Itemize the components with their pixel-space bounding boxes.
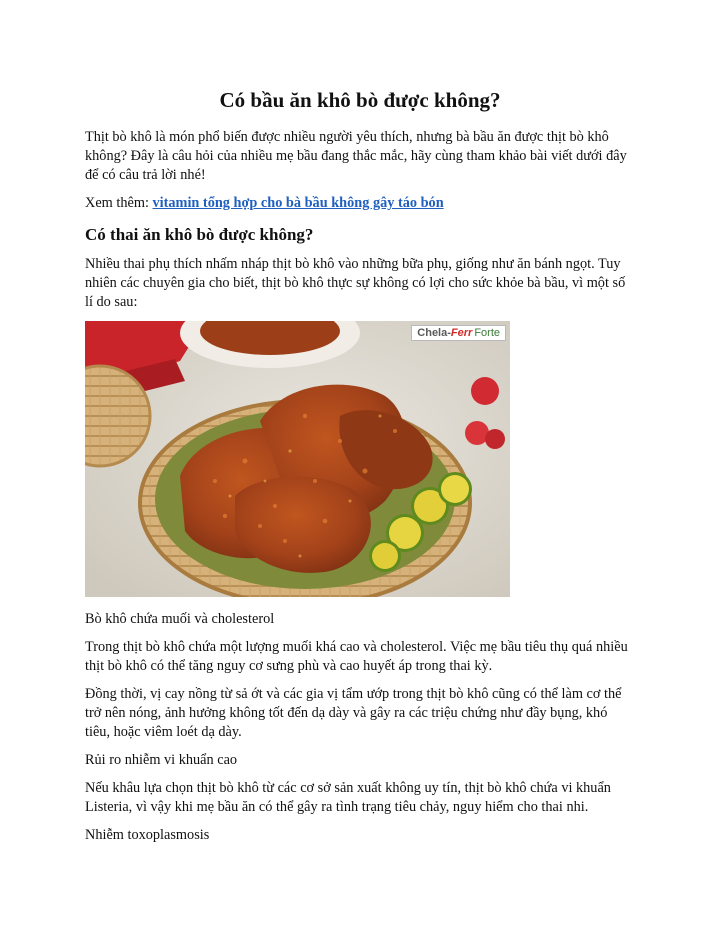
see-also-link[interactable]: vitamin tổng hợp cho bà bầu không gây táo bón bbox=[152, 195, 444, 211]
reason-1-title: Bò khô chứa muối và cholesterol bbox=[85, 611, 275, 627]
beef-jerky-illustration bbox=[85, 321, 510, 597]
reason-1-paragraph-2: Đồng thời, vị cay nồng từ sả ớt và các gia vị tẩm ướp trong thịt bò khô cũng có thể làm cơ thể trở nên nóng, ảnh hưởng không tốt đến dạ dày và gây ra các triệu chứng như đầy bụng, khó tiêu, hoặc viêm loét dạ dày. bbox=[85, 686, 622, 740]
section-heading: Có thai ăn khô bò được không? bbox=[85, 225, 314, 244]
see-also-line bbox=[85, 194, 635, 213]
reason-2-title: Rủi ro nhiễm vi khuẩn cao bbox=[85, 752, 238, 768]
beef-jerky-photo bbox=[85, 321, 510, 597]
article bbox=[85, 86, 635, 854]
reason-3-title: Nhiễm toxoplasmosis bbox=[85, 827, 210, 843]
brand-watermark: Chela-Ferr Forte bbox=[411, 325, 506, 341]
article-title: Có bầu ăn khô bò được không? bbox=[219, 88, 501, 112]
see-also-prefix: Xem thêm: bbox=[85, 195, 153, 211]
intro-paragraph: Thịt bò khô là món phổ biến được nhiều người yêu thích, nhưng bà bầu ăn được thịt bò khô không? Đây là câu hỏi của nhiều mẹ bầu đang thắc mắc, hãy cùng tham khảo bài viết dưới đây để có câu trả lời nhé! bbox=[85, 129, 627, 183]
reason-2-paragraph-1: Nếu khâu lựa chọn thịt bò khô từ các cơ sở sản xuất không uy tín, thịt bò khô chứa vi khuẩn Listeria, vì vậy khi mẹ bầu ăn có thể gây ra tình trạng tiêu chảy, nguy hiểm cho thai nhi. bbox=[85, 780, 611, 815]
section-intro-paragraph: Nhiều thai phụ thích nhấm nháp thịt bò khô vào những bữa phụ, giống như ăn bánh ngọt. Tuy nhiên các chuyên gia cho biết, thịt bò khô thực sự không có lợi cho sức khỏe bà bầu, vì một số lí do sau: bbox=[85, 256, 626, 310]
reason-1-paragraph-1: Trong thịt bò khô chứa một lượng muối khá cao và cholesterol. Việc mẹ bầu tiêu thụ quá nhiều thịt bò khô có thể tăng nguy cơ sưng phù và cao huyết áp trong thai kỳ. bbox=[85, 639, 628, 674]
